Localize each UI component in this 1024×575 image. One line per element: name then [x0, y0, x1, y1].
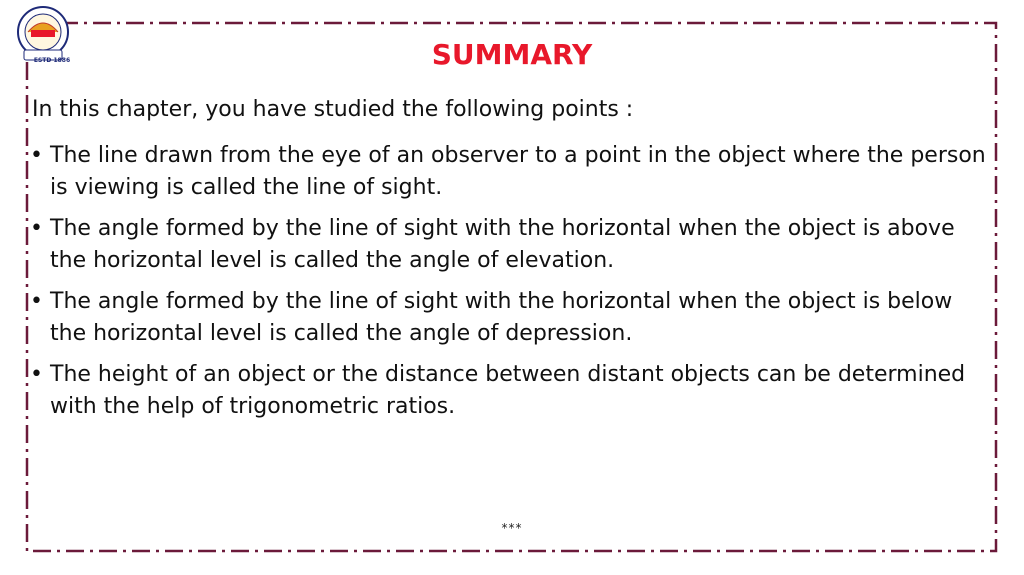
bullet-icon: •: [30, 362, 43, 387]
list-item-text: The angle formed by the line of sight with the horizontal when the object is below the horizontal level is called the angle of depression.: [50, 289, 953, 346]
list-item-text: The angle formed by the line of sight with the horizontal when the object is above the horizontal level is called the angle of elevation.: [50, 216, 955, 273]
footer-asterisks: ***: [501, 521, 523, 535]
list-item: [30, 213, 995, 277]
logo-established-text: ESTD 1886: [33, 57, 71, 64]
list-item: [30, 359, 995, 423]
bullet-icon: •: [30, 143, 43, 168]
summary-list: [30, 140, 995, 432]
bullet-icon: •: [30, 289, 43, 314]
list-item-text: The line drawn from the eye of an observer to a point in the object where the person is viewing is called the line of sight.: [50, 143, 986, 200]
page-title: SUMMARY: [431, 38, 593, 71]
bullet-icon: •: [30, 216, 43, 241]
list-item: [30, 140, 995, 204]
list-item: [30, 286, 995, 350]
list-item-text: The height of an object or the distance between distant objects can be determined with the help of trigonometric ratios.: [50, 362, 966, 419]
intro-text: In this chapter, you have studied the following points :: [32, 97, 634, 122]
